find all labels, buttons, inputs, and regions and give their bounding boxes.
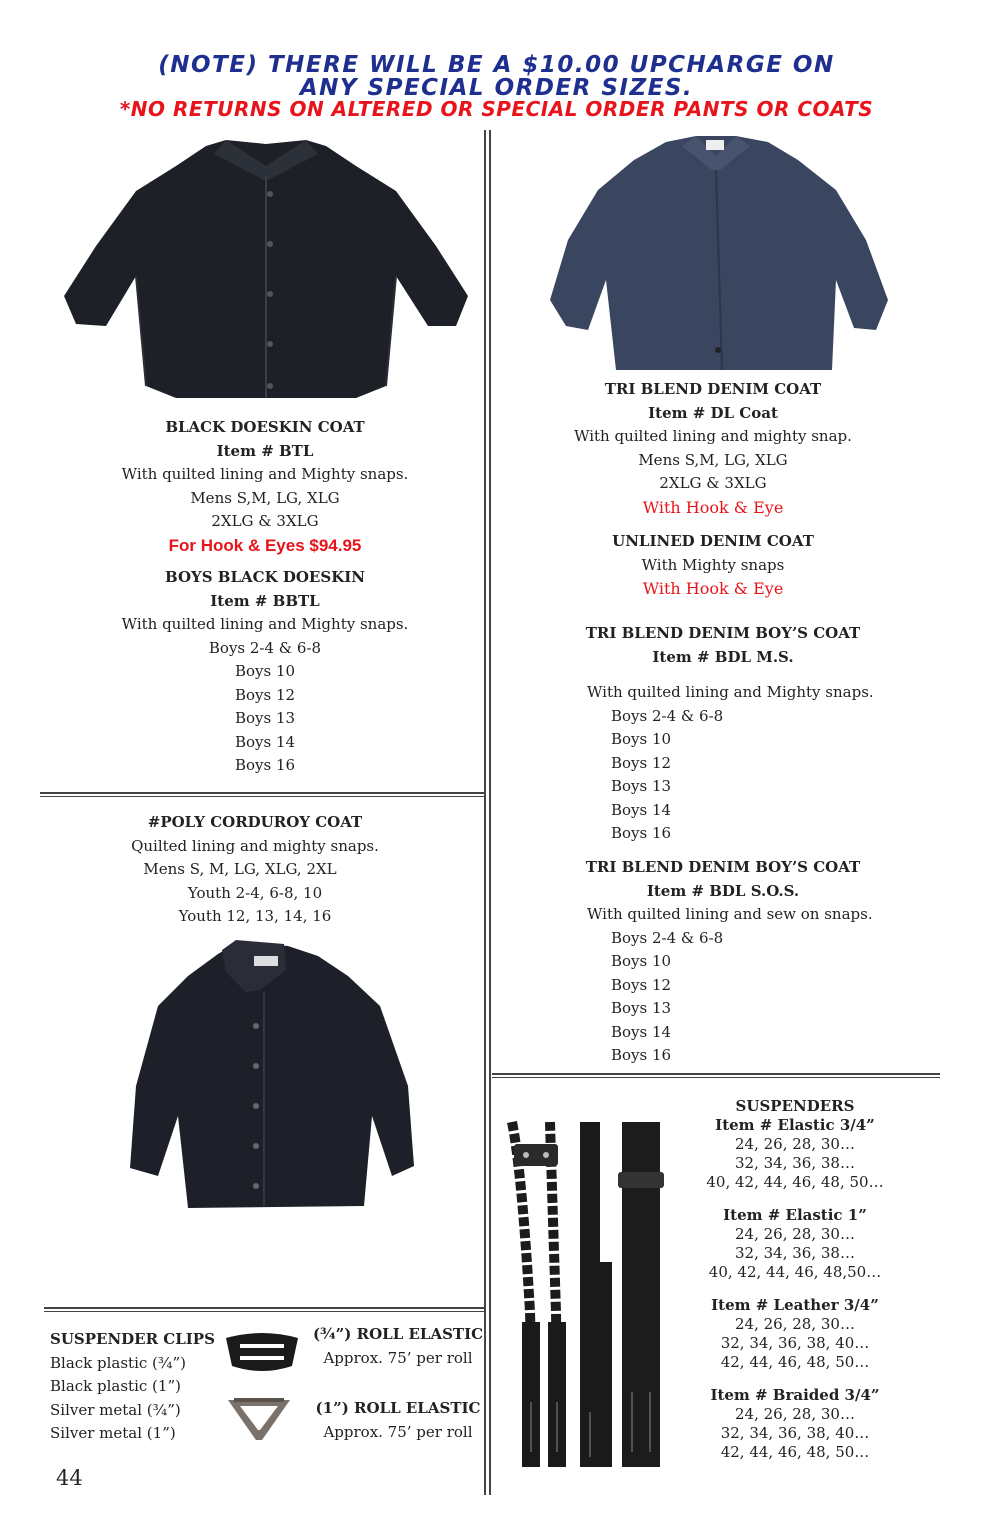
boys-denim-ms-item: Item # BDL M.S.: [652, 647, 794, 666]
boys-doeskin-item: Item # BBTL: [210, 591, 320, 610]
tri-denim-desc: With quilted lining and mighty snap.: [574, 427, 852, 445]
corduroy-sizes3: Youth 12, 13, 14, 16: [178, 907, 332, 925]
boys-doeskin-size: Boys 12: [234, 685, 296, 704]
roll-elastic-34-desc: Approx. 75’ per roll: [323, 1348, 473, 1367]
returns-note: *NO RETURNS ON ALTERED OR SPECIAL ORDER PANTS OR COATS: [119, 97, 874, 121]
boys-denim-ms-size: Boys 16: [611, 824, 672, 842]
boys-doeskin-size: Boys 10: [234, 662, 296, 680]
black-plastic-clip-photo: [222, 1330, 302, 1374]
black-doeskin-sizes2: 2XLG & 3XLG: [211, 512, 319, 530]
tri-denim-item: Item # DL Coat: [648, 403, 778, 422]
suspender-size-line: 24, 26, 28, 30…: [735, 1405, 855, 1423]
horizontal-divider-left-bottom: [44, 1307, 486, 1312]
clip-item: Black plastic (¾”): [50, 1353, 186, 1372]
boys-denim-sos-list: [587, 903, 873, 1068]
suspender-size-line: 42, 44, 46, 48, 50…: [720, 1353, 870, 1371]
suspenders-block: [700, 1097, 890, 1462]
boys-denim-ms-size: Boys 14: [611, 800, 672, 819]
horizontal-divider-left-mid: [40, 792, 486, 797]
boys-denim-ms-list: [587, 681, 874, 846]
unlined-denim-title: UNLINED DENIM COAT: [612, 532, 814, 550]
page-number: 44: [56, 1466, 83, 1490]
corduroy-sizes1: Mens S, M, LG, XLG, 2XL: [143, 860, 337, 878]
horizontal-divider-right-bottom: [492, 1073, 940, 1078]
unlined-denim-block: [508, 530, 918, 601]
black-doeskin-coat-photo: [56, 136, 476, 408]
suspender-size-line: 32, 34, 36, 38, 40…: [720, 1424, 870, 1442]
suspender-size-line: 32, 34, 36, 38…: [735, 1154, 855, 1172]
boys-denim-sos-item: Item # BDL S.O.S.: [646, 881, 800, 900]
boys-doeskin-size: Boys 13: [234, 709, 296, 727]
corduroy-coat-photo: [118, 936, 418, 1220]
boys-denim-sos-size: Boys 10: [611, 952, 672, 970]
boys-doeskin-desc: With quilted lining and Mighty snaps.: [121, 615, 409, 633]
silver-metal-clip-photo: [224, 1394, 294, 1444]
corduroy-sizes2: Youth 2-4, 6-8, 10: [187, 883, 323, 902]
roll-elastic-block: [312, 1323, 484, 1444]
vertical-divider-left: [484, 130, 486, 1495]
suspender-elastic-1-item: Item # Elastic 1”: [723, 1206, 867, 1224]
upcharge-note-line2: ANY SPECIAL ORDER SIZES.: [299, 75, 694, 101]
suspender-size-line: 40, 42, 44, 46, 48, 50…: [706, 1173, 884, 1191]
boys-denim-sos-size: Boys 12: [611, 975, 672, 994]
boys-denim-sos-desc: With quilted lining and sew on snaps.: [587, 905, 873, 923]
boys-denim-ms-header: [508, 622, 938, 669]
boys-doeskin-size: Boys 14: [234, 732, 296, 751]
boys-denim-ms-title: TRI BLEND DENIM BOY’S COAT: [585, 624, 861, 642]
corduroy-desc: Quilted lining and mighty snaps.: [131, 836, 379, 855]
boys-denim-ms-size: Boys 2-4 & 6-8: [611, 706, 724, 725]
suspender-size-line: 40, 42, 44, 46, 48,50…: [708, 1263, 882, 1281]
suspenders-title: SUSPENDERS: [735, 1097, 855, 1115]
vertical-divider-right: [489, 130, 491, 1495]
tri-denim-title: TRI BLEND DENIM COAT: [604, 380, 822, 398]
upcharge-note-line1: (NOTE) THERE WILL BE A $10.00 UPCHARGE ON: [158, 52, 835, 78]
roll-elastic-34-title: (¾”) ROLL ELASTIC: [312, 1325, 484, 1343]
boys-denim-sos-size: Boys 14: [611, 1022, 672, 1041]
denim-coat-photo: [536, 130, 896, 376]
tri-denim-sizes2: 2XLG & 3XLG: [659, 474, 767, 492]
boys-denim-sos-title: TRI BLEND DENIM BOY’S COAT: [585, 858, 861, 876]
black-doeskin-sizes1: Mens S,M, LG, XLG: [190, 488, 340, 507]
boys-denim-ms-size: Boys 13: [611, 777, 672, 795]
suspender-size-line: 24, 26, 28, 30…: [735, 1135, 855, 1153]
boys-denim-ms-size: Boys 12: [611, 753, 672, 772]
suspender-size-line: 42, 44, 46, 48, 50…: [720, 1443, 870, 1461]
boys-doeskin-title: BOYS BLACK DOESKIN: [165, 568, 365, 586]
boys-denim-ms-desc: With quilted lining and Mighty snaps.: [587, 683, 874, 701]
suspender-clips-title: SUSPENDER CLIPS: [50, 1330, 215, 1348]
suspender-elastic-34-item: Item # Elastic 3/4”: [715, 1116, 875, 1134]
suspender-size-line: 32, 34, 36, 38…: [735, 1244, 855, 1262]
boys-denim-ms-size: Boys 10: [611, 730, 672, 748]
black-doeskin-desc: With quilted lining and Mighty snaps.: [121, 465, 409, 483]
unlined-denim-hook: With Hook & Eye: [642, 579, 784, 598]
black-doeskin-item: Item # BTL: [216, 441, 314, 460]
suspender-clips-block: [50, 1328, 215, 1446]
tri-denim-sizes1: Mens S,M, LG, XLG: [638, 450, 788, 469]
corduroy-title: #POLY CORDUROY COAT: [147, 813, 363, 831]
boys-black-doeskin-block: [60, 566, 470, 778]
boys-denim-sos-size: Boys 13: [611, 999, 672, 1017]
boys-denim-sos-size: Boys 16: [611, 1046, 672, 1064]
roll-elastic-1-desc: Approx. 75’ per roll: [323, 1422, 473, 1441]
black-doeskin-block: [60, 416, 470, 557]
clip-item: Silver metal (¾”): [50, 1400, 181, 1419]
boys-doeskin-size: Boys 16: [234, 756, 296, 774]
black-doeskin-hook-price: For Hook & Eyes $94.95: [168, 535, 362, 555]
tri-denim-block: [508, 378, 918, 519]
suspenders-photo: [500, 1112, 700, 1482]
unlined-denim-desc: With Mighty snaps: [641, 555, 785, 574]
suspender-size-line: 24, 26, 28, 30…: [735, 1225, 855, 1243]
corduroy-block: [60, 811, 470, 929]
boys-doeskin-size: Boys 2-4 & 6-8: [208, 638, 322, 657]
boys-denim-sos-size: Boys 2-4 & 6-8: [611, 928, 724, 947]
suspender-braided-item: Item # Braided 3/4”: [710, 1386, 880, 1404]
roll-elastic-1-title: (1”) ROLL ELASTIC: [315, 1399, 481, 1417]
black-doeskin-title: BLACK DOESKIN COAT: [165, 418, 365, 436]
boys-denim-sos-header: [508, 856, 938, 903]
suspender-leather-item: Item # Leather 3/4”: [711, 1296, 879, 1314]
suspender-size-line: 32, 34, 36, 38, 40…: [720, 1334, 870, 1352]
clip-item: Black plastic (1”): [50, 1377, 181, 1395]
clip-item: Silver metal (1”): [50, 1424, 176, 1442]
tri-denim-hook: With Hook & Eye: [642, 497, 784, 517]
suspender-size-line: 24, 26, 28, 30…: [735, 1315, 855, 1333]
